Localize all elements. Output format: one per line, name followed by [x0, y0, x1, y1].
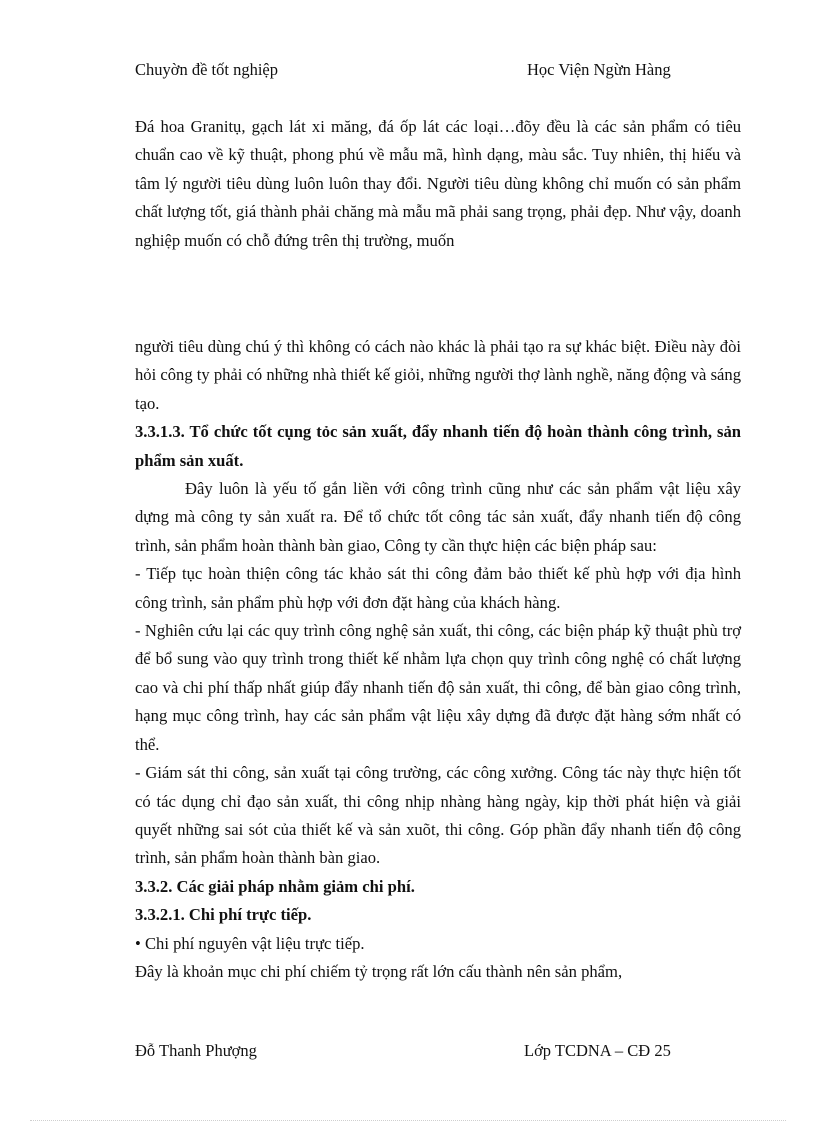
- header-left-title: Chuyờn đề tốt nghiệp: [135, 60, 279, 79]
- paragraph: Đây luôn là yếu tố gắn liền với công trình cũng như các sản phẩm vật liệu xây dựng mà công ty sản xuất ra. Để tổ chức tốt công tác sản xuất, đẩy nhanh tiến độ công trình, sản phẩm hoàn thành bàn giao, Công ty cần thực hiện các biện pháp sau:: [135, 479, 741, 555]
- footer-author: Đỗ Thanh Phượng: [135, 1041, 257, 1060]
- bullet-paragraph: - Nghiên cứu lại các quy trình công nghệ sản xuất, thi công, các biện pháp kỹ thuật phù trợ để bổ sung vào quy trình trong thiết kế nhằm lựa chọn quy trình công nghệ có chất lượng cao và chi phí thấp nhất giúp đẩy nhanh tiến độ sản xuất, thi công, để bàn giao công trình, hạng mục công trình, hay các sản phẩm vật liệu xây dựng đã được đặt hàng sớm nhất có thể.: [135, 621, 741, 754]
- section-heading-3-3-2: 3.3.2. Các giải pháp nhằm giảm chi phí.: [135, 876, 415, 896]
- body-text-block-1: [135, 113, 741, 255]
- bullet-item: • Chi phí nguyên vật liệu trực tiếp.: [135, 933, 365, 953]
- bullet-paragraph: - Tiếp tục hoàn thiện công tác khảo sát thi công đảm bảo thiết kế phù hợp với địa hình công trình, sản phẩm phù hợp với đơn đặt hàng của khách hàng.: [135, 564, 741, 612]
- page-break-divider: [30, 1120, 786, 1121]
- paragraph: Đây là khoản mục chi phí chiếm tỷ trọng rất lớn cấu thành nên sản phẩm,: [135, 961, 623, 981]
- paragraph: người tiêu dùng chú ý thì không có cách nào khác là phải tạo ra sự khác biệt. Điều này đòi hỏi công ty phải có những nhà thiết kế giỏi, những người thợ lành nghề, năng động và sáng tạo.: [135, 337, 741, 413]
- section-heading-3-3-2-1: 3.3.2.1. Chi phí trực tiếp.: [135, 905, 312, 925]
- section-heading-3-3-1-3: 3.3.1.3. Tổ chức tốt cụng tỏc sản xuất, đẩy nhanh tiến độ hoàn thành công trình, sản phẩm sản xuất.: [135, 422, 741, 470]
- body-text-block-2: [135, 333, 741, 986]
- paragraph: Đá hoa Granitụ, gạch lát xi măng, đá ốp lát các loại…đõy đều là các sản phẩm có tiêu chuẩn cao về kỹ thuật, phong phú về mẫu mã, hình dạng, màu sắc. Tuy nhiên, thị hiếu và tâm lý người tiêu dùng luôn luôn thay đổi. Người tiêu dùng không chỉ muốn có sản phẩm chất lượng tốt, giá thành phải chăng mà mẫu mã phải sang trọng, phải đẹp. Như vậy, doanh nghiệp muốn có chỗ đứng trên thị trường, muốn: [135, 117, 741, 250]
- footer-class: Lớp TCDNA – CĐ 25: [524, 1041, 671, 1060]
- bullet-paragraph: - Giám sát thi công, sản xuất tại công trường, các công xưởng. Công tác này thực hiện tốt có tác dụng chỉ đạo sản xuất, thi công nhịp nhàng hàng ngày, kịp thời phát hiện và giải quyết những sai sót của thiết kế và sản xuõt, thi công. Góp phần đẩy nhanh tiến độ công trình, sản phẩm hoàn thành bàn giao.: [135, 763, 741, 868]
- header-right-title: Học Viện Ngừn Hàng: [527, 60, 671, 79]
